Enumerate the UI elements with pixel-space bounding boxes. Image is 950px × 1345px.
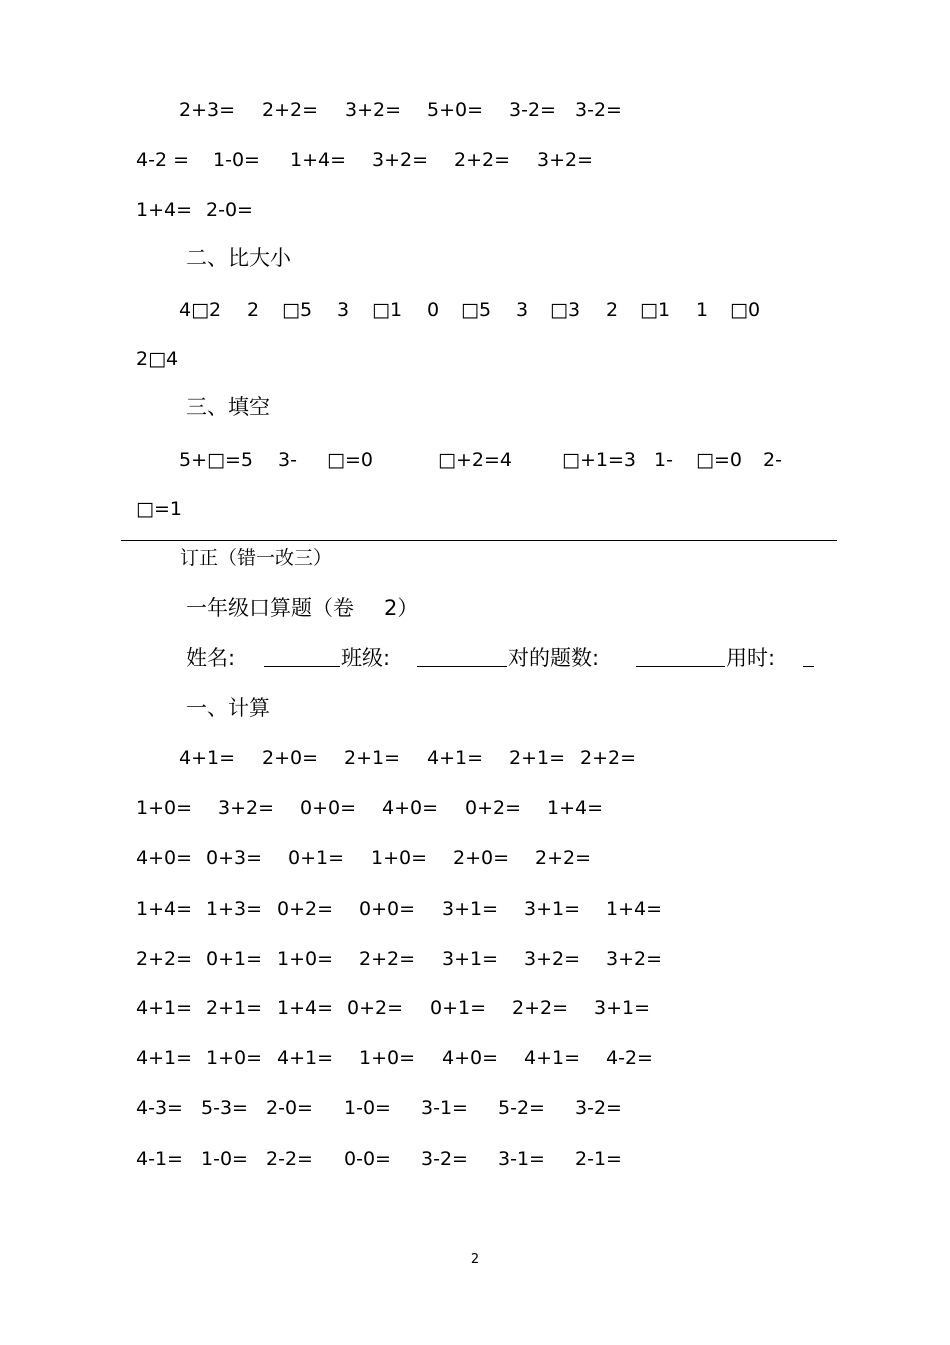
compare-item: 2 xyxy=(606,299,619,321)
correction-note: 订正（错一改三） xyxy=(180,547,333,569)
problem: 0+1= xyxy=(430,997,487,1019)
section-divider xyxy=(121,540,837,541)
problem: 3+2= xyxy=(345,99,402,121)
problem: 4+0= xyxy=(136,847,193,869)
section-heading-calc: 一、计算 xyxy=(186,696,270,720)
problem: 2+1= xyxy=(206,997,263,1019)
problem: 0+2= xyxy=(347,997,404,1019)
problem: 1+4= xyxy=(136,898,193,920)
problem: 1+4= xyxy=(136,199,193,221)
problem: 0+0= xyxy=(359,898,416,920)
problem: 5-3= xyxy=(201,1097,248,1119)
problem: 3+2= xyxy=(606,948,663,970)
problem: 4-2 = xyxy=(136,149,189,171)
problem: 1+4= xyxy=(290,149,347,171)
problem: 1+0= xyxy=(277,948,334,970)
compare-item: □5 xyxy=(282,299,313,321)
name-blank[interactable] xyxy=(264,666,340,667)
problem: 3-1= xyxy=(498,1148,545,1170)
paper-title-text: 一年级口算题（卷 xyxy=(186,596,354,620)
fill-item: □+2=4 xyxy=(438,449,512,471)
correct-count-blank[interactable] xyxy=(636,666,725,667)
problem: 3-1= xyxy=(421,1097,468,1119)
compare-item: □5 xyxy=(461,299,492,321)
time-label: 用时: xyxy=(726,646,776,670)
problem: 2+3= xyxy=(179,99,236,121)
problem: 2-2= xyxy=(266,1148,313,1170)
correct-count-label: 对的题数: xyxy=(508,646,600,670)
problem: 2+1= xyxy=(344,747,401,769)
compare-item: 3 xyxy=(337,299,350,321)
problem: 3+1= xyxy=(524,898,581,920)
problem: 3+1= xyxy=(442,948,499,970)
paper-title-number: 2） xyxy=(384,596,419,620)
problem: 1+4= xyxy=(547,797,604,819)
fill-item: 3- xyxy=(278,449,297,471)
problem: 3-2= xyxy=(575,1097,622,1119)
fill-row xyxy=(136,497,182,521)
class-label: 班级: xyxy=(341,646,391,670)
problem: 2+1= xyxy=(509,747,566,769)
problem: 3+2= xyxy=(524,948,581,970)
problem: 4+0= xyxy=(382,797,439,819)
problem: 3+1= xyxy=(594,997,651,1019)
section-heading-fill: 三、填空 xyxy=(186,395,270,419)
problem: 3+1= xyxy=(442,898,499,920)
problem: 5+0= xyxy=(427,99,484,121)
problem: 2+2= xyxy=(512,997,569,1019)
problem: 1+4= xyxy=(606,898,663,920)
compare-item: □0 xyxy=(730,299,761,321)
problem: 0+2= xyxy=(465,797,522,819)
problem: 4-1= xyxy=(136,1148,183,1170)
problem: 4+1= xyxy=(179,747,236,769)
problem: 1+0= xyxy=(206,1047,263,1069)
fill-item: 5+□=5 xyxy=(179,449,253,471)
problem: 2-1= xyxy=(575,1148,622,1170)
problem: 1+4= xyxy=(277,997,334,1019)
problem: 2+2= xyxy=(454,149,511,171)
problem: 2+2= xyxy=(262,99,319,121)
problem: 4+0= xyxy=(442,1047,499,1069)
fill-item: □=0 xyxy=(696,449,742,471)
problem: 3+2= xyxy=(537,149,594,171)
problem: 4+1= xyxy=(277,1047,334,1069)
name-label: 姓名: xyxy=(186,646,236,670)
problem: 1-0= xyxy=(344,1097,391,1119)
problem: 2-0= xyxy=(266,1097,313,1119)
problem: 1+0= xyxy=(371,847,428,869)
problem: 3+2= xyxy=(218,797,275,819)
fill-item: □+1=3 xyxy=(562,449,636,471)
compare-item: □1 xyxy=(640,299,671,321)
problem: 2+2= xyxy=(580,747,637,769)
problem: 2-0= xyxy=(206,199,253,221)
problem: 4+1= xyxy=(524,1047,581,1069)
fill-item: 2- xyxy=(763,449,782,471)
problem: 1-0= xyxy=(201,1148,248,1170)
problem: 3+2= xyxy=(372,149,429,171)
problem: 5-2= xyxy=(498,1097,545,1119)
compare-item: 1 xyxy=(696,299,709,321)
problem: 0+1= xyxy=(206,948,263,970)
fill-item: □=0 xyxy=(327,449,373,471)
problem: 2+0= xyxy=(262,747,319,769)
section-heading-compare: 二、比大小 xyxy=(186,246,291,270)
page-number: 2 xyxy=(470,1252,480,1267)
problem: 2+2= xyxy=(136,948,193,970)
fill-item: 1- xyxy=(654,449,673,471)
compare-item: □1 xyxy=(372,299,403,321)
problem: 1+0= xyxy=(359,1047,416,1069)
compare-item: 3 xyxy=(516,299,529,321)
problem: 1-0= xyxy=(213,149,260,171)
problem: 4-3= xyxy=(136,1097,183,1119)
problem: 0+1= xyxy=(288,847,345,869)
problem: 0+2= xyxy=(277,898,334,920)
problem: 4+1= xyxy=(136,997,193,1019)
compare-item: 4□2 xyxy=(179,299,222,321)
problem: 1+3= xyxy=(206,898,263,920)
problem: 2+0= xyxy=(453,847,510,869)
problem: 3-2= xyxy=(421,1148,468,1170)
class-blank[interactable] xyxy=(417,666,507,667)
problem: 3-2= xyxy=(575,99,622,121)
compare-item: □3 xyxy=(550,299,581,321)
problem: 0+0= xyxy=(300,797,357,819)
problem: 4+1= xyxy=(136,1047,193,1069)
problem: 0-0= xyxy=(344,1148,391,1170)
compare-row xyxy=(136,347,178,371)
compare-item: 0 xyxy=(427,299,440,321)
problem: 1+0= xyxy=(136,797,193,819)
compare-item: 2□4 xyxy=(136,348,179,370)
problem: 0+3= xyxy=(206,847,263,869)
compare-item: 2 xyxy=(247,299,260,321)
time-blank[interactable] xyxy=(803,666,814,667)
problem: 4-2= xyxy=(606,1047,653,1069)
problem: 2+2= xyxy=(359,948,416,970)
problem: 3-2= xyxy=(509,99,556,121)
problem: 4+1= xyxy=(427,747,484,769)
problem: 2+2= xyxy=(535,847,592,869)
fill-item: □=1 xyxy=(136,498,182,520)
